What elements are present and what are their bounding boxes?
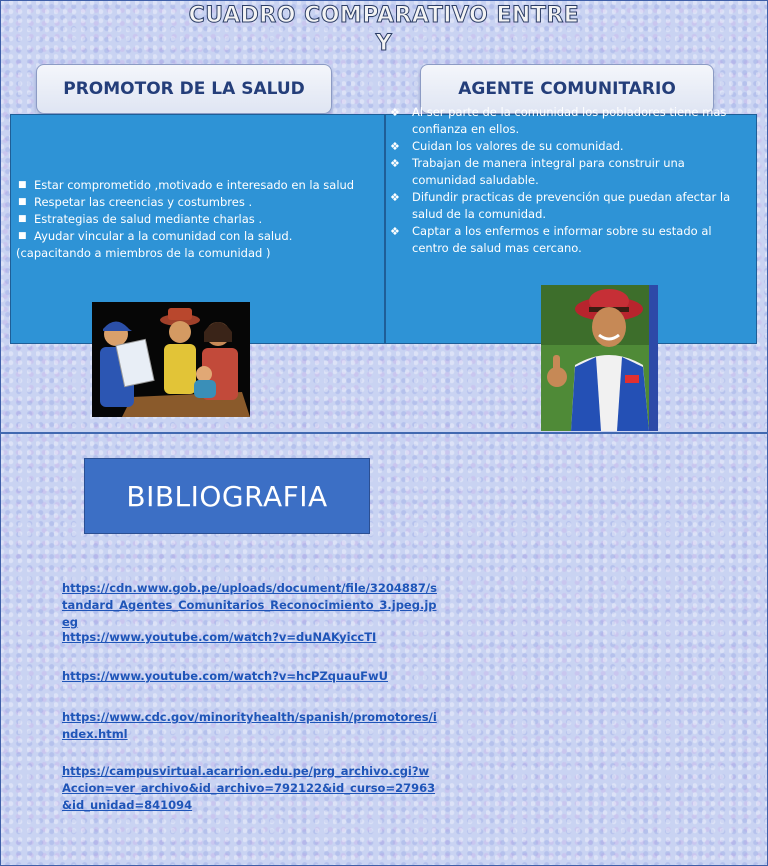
agente-list [390,104,742,257]
list-item: ❖ Cuidan los valores de su comunidad. [390,139,624,153]
bibliography-link[interactable]: https://campusvirtual.acarrion.edu.pe/prg_archivo.cgi?wAccion=ver_archivo&id_archivo=792122&id_curso=27963&id_unidad=841094 [62,764,436,812]
agente-photo [541,285,658,431]
agente-list-clip [385,105,757,274]
section-divider [0,432,768,434]
list-item: ❖ Al ser parte de la comunidad los pobladores tiene mas confianza en ellos. [390,105,727,136]
square-bullet-icon: ■ [18,180,27,190]
list-item: ❖ Difundir practicas de prevención que puedan afectar la salud de la comunidad. [390,190,731,221]
bibliography-link[interactable]: https://www.youtube.com/watch?v=duNAKyiccTI [62,630,377,644]
bibliography-title: BIBLIOGRAFIA [126,479,328,513]
promotor-header-label: PROMOTOR DE LA SALUD [63,79,305,99]
promotor-header [36,64,332,114]
square-bullet-icon: ■ [18,231,27,241]
promotor-illustration [92,302,250,417]
diamond-cluster-bullet-icon: ❖ [390,140,400,153]
bibliography-title-box [84,458,370,534]
list-item: ■ Respetar las creencias y costumbres . [18,195,253,209]
title-line-2: Y [375,31,393,56]
diamond-cluster-bullet-icon: ❖ [390,191,400,204]
agente-header-label: AGENTE COMUNITARIO [458,79,676,99]
promotor-note: (capacitando a miembros de la comunidad ) [16,246,271,260]
bibliography-link[interactable]: https://cdn.www.gob.pe/uploads/document/file/3204887/standard_Agentes_Comunitarios_Reconocimiento_3.jpeg.jpeg [62,581,437,629]
diamond-cluster-bullet-icon: ❖ [390,106,400,119]
diamond-cluster-bullet-icon: ❖ [390,157,400,170]
list-item: ■ Estar comprometido ,motivado e interesado en la salud [18,178,355,192]
bibliography-link[interactable]: https://www.youtube.com/watch?v=hcPZquauFwU [62,669,388,683]
page-title [0,2,768,58]
bibliography-link[interactable]: https://www.cdc.gov/minorityhealth/spanish/promotores/index.html [62,710,437,741]
square-bullet-icon: ■ [18,214,27,224]
list-item: ■ Ayudar vincular a la comunidad con la salud. [18,229,293,243]
list-item: ■ Estrategias de salud mediante charlas . [18,212,263,226]
title-line-1: CUADRO COMPARATIVO ENTRE [188,3,580,28]
list-item: ❖ Trabajan de manera integral para construir una comunidad saludable. [390,156,685,187]
square-bullet-icon: ■ [18,197,27,207]
promotor-list [16,177,376,245]
diamond-cluster-bullet-icon: ❖ [390,225,400,238]
list-item: ❖ Captar a los enfermos e informar sobre su estado al centro de salud mas cercano. [390,224,712,255]
